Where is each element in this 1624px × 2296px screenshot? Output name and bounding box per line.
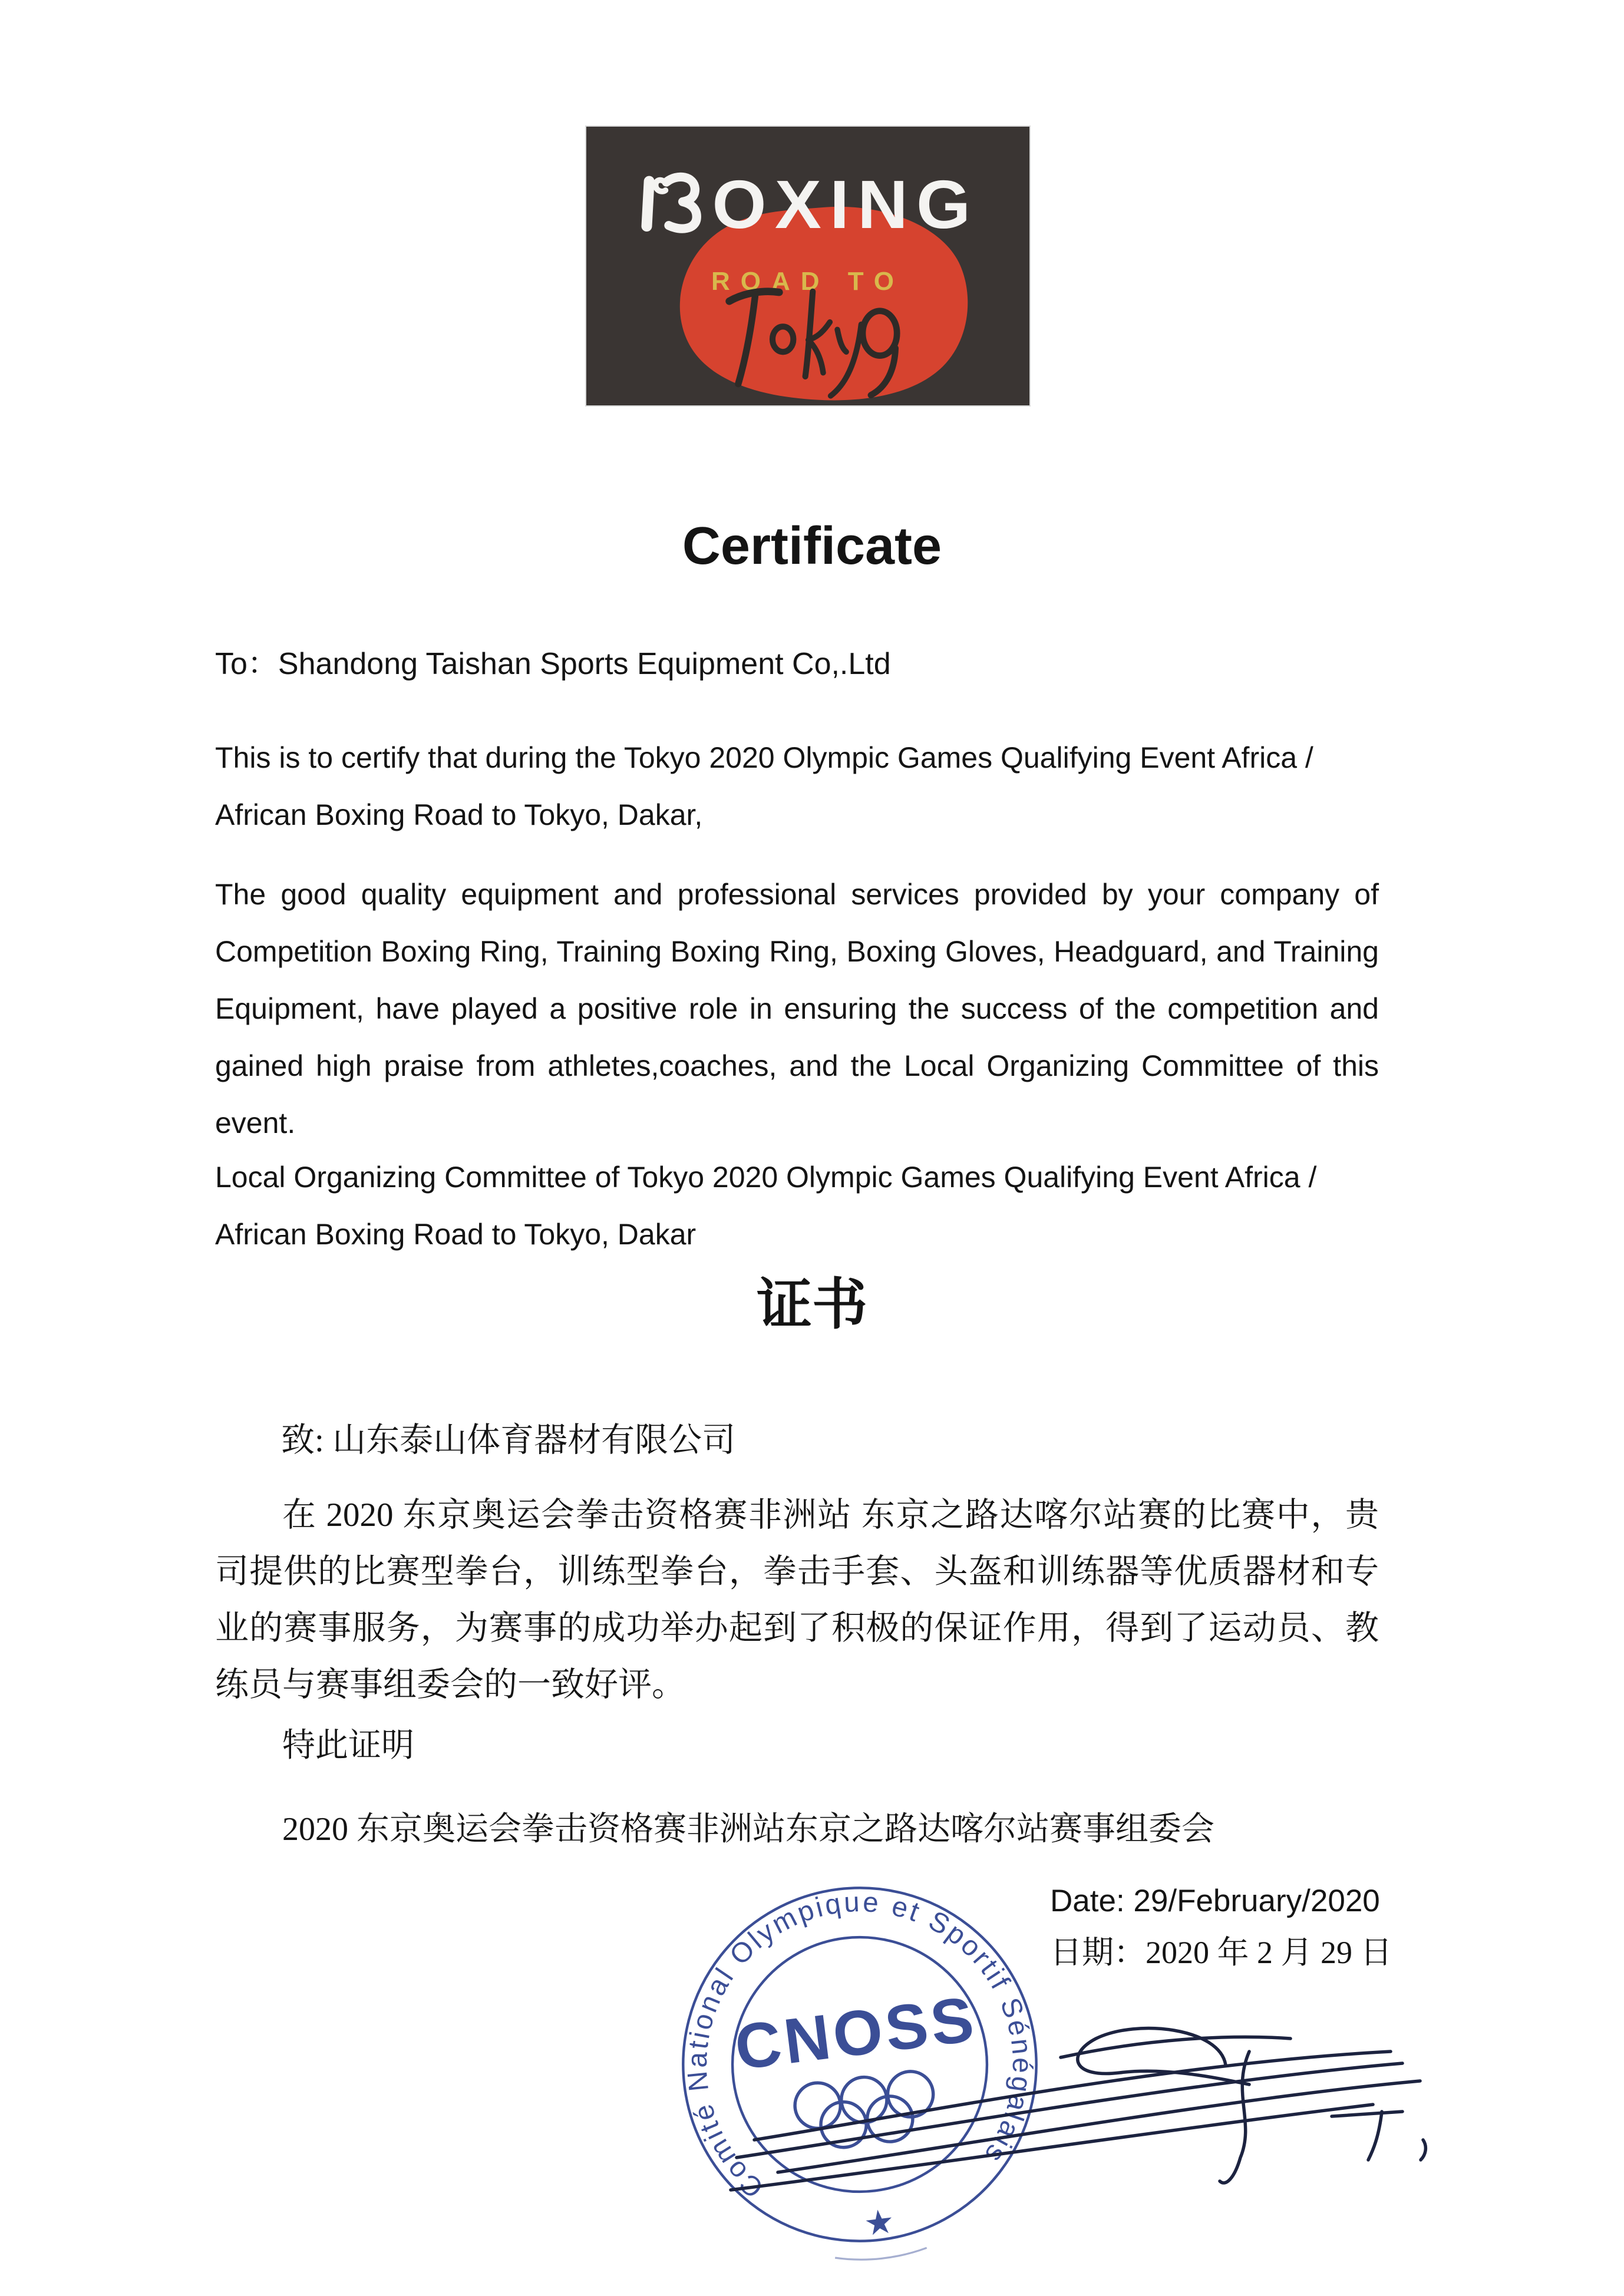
- boxing-text: OXING: [712, 166, 979, 243]
- road-to-text: ROAD TO: [711, 267, 905, 296]
- tokyo-script: [674, 275, 950, 402]
- stamp-ring-text: Comité National Olympique et Sportif Sénégalais: [681, 1886, 1038, 2204]
- date-chinese: 日期：2020 年 2 月 29 日: [1050, 1935, 1392, 1970]
- paragraph-certify: This is to certify that during the Tokyo 2020 Olympic Games Qualifying Event Africa / African Boxing Road to Tokyo, Dakar,: [215, 741, 1313, 831]
- boxing-wordmark: [586, 163, 1029, 243]
- date-english: Date: 29/February/2020: [1050, 1884, 1380, 1918]
- stamp-star-icon: ★: [861, 2202, 897, 2244]
- boxing-road-to-tokyo-logo: [586, 127, 1029, 405]
- certificate-title: Certificate: [682, 517, 942, 576]
- paragraph-committee: Local Organizing Committee of Tokyo 2020 Olympic Games Qualifying Event Africa / African Boxing Road to Tokyo, Dakar: [215, 1161, 1317, 1251]
- chinese-body-paragraph: 在 2020 东京奥运会拳击资格赛非洲站 东京之路达喀尔站赛的比赛中，贵司提供的比赛型拳台，训练型拳台，拳击手套、头盔和训练器等优质器材和专业的赛事服务，为赛事的成功举办起到了积极的保证作用，得到了运动员、教练员与赛事组委会的一致好评。: [215, 1496, 1379, 1703]
- chinese-recipient-line: 致: 山东泰山体育器材有限公司: [281, 1422, 736, 1459]
- chinese-committee-line: 2020 东京奥运会拳击资格赛非洲站东京之路达喀尔站赛事组委会: [282, 1811, 1214, 1848]
- stamp-cnoss-text: CNOSS: [731, 1983, 981, 2083]
- signature: [695, 1962, 1461, 2239]
- boxing-glove-b-icon: [639, 163, 709, 239]
- recipient-line: To：Shandong Taishan Sports Equipment Co,.Ltd: [215, 647, 891, 681]
- date-block: [1050, 1885, 1392, 1968]
- chinese-certificate-title: 证书: [756, 1274, 867, 1336]
- chinese-hereby-line: 特此证明: [282, 1727, 414, 1764]
- paragraph-equipment: The good quality equipment and professional services provided by your company of Competition Boxing Ring, Training Boxing Ring, Boxing Gloves, Headguard, and Training Equipment, have played a positive role in ensuring the success of the competition and gained high praise from athletes,coaches, and the Local Organizing Committee of this event.: [215, 878, 1379, 1139]
